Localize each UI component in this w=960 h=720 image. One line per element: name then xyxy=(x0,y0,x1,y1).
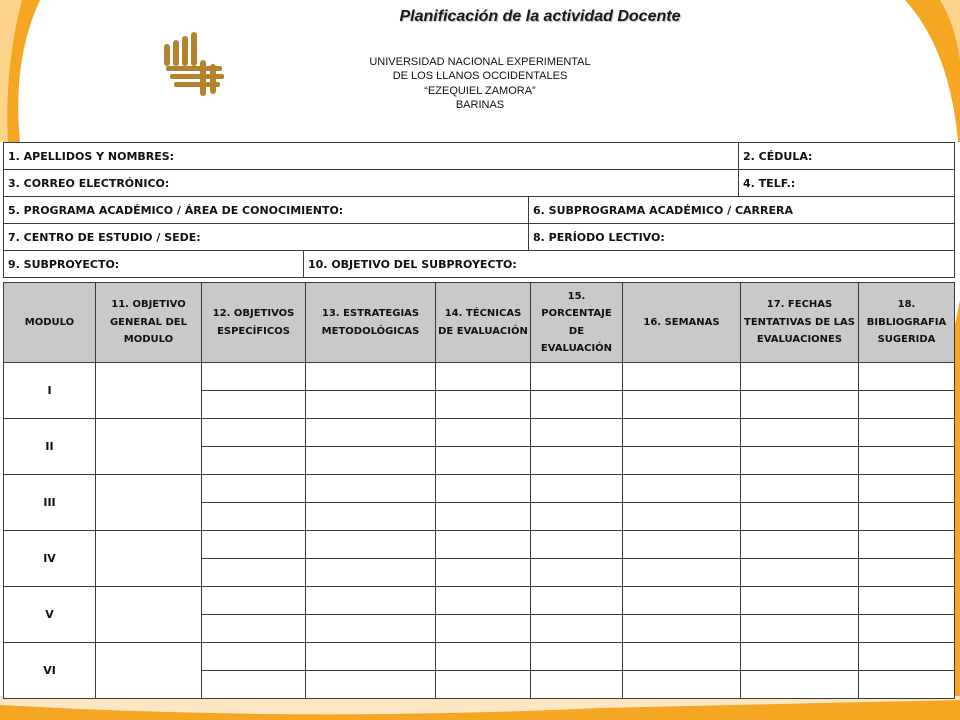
table-cell[interactable] xyxy=(436,671,531,699)
table-cell[interactable] xyxy=(202,503,306,531)
table-cell[interactable] xyxy=(436,475,531,503)
table-cell[interactable] xyxy=(859,363,955,391)
table-header-row xyxy=(4,283,955,363)
field-programa[interactable]: 5. PROGRAMA ACADÉMICO / ÁREA DE CONOCIMIENTO: xyxy=(4,197,529,224)
column-header: 15. PORCENTAJE DE EVALUACIÓN xyxy=(531,283,623,363)
table-cell[interactable] xyxy=(202,615,306,643)
table-cell[interactable] xyxy=(741,559,859,587)
table-cell[interactable] xyxy=(202,391,306,419)
table-cell[interactable] xyxy=(436,447,531,475)
table-cell[interactable] xyxy=(306,391,436,419)
field-correo[interactable]: 3. CORREO ELECTRÓNICO: xyxy=(4,170,739,197)
table-cell[interactable] xyxy=(202,671,306,699)
table-cell[interactable] xyxy=(623,615,741,643)
column-header: MODULO xyxy=(4,283,96,363)
table-cell[interactable] xyxy=(436,503,531,531)
table-cell[interactable] xyxy=(306,447,436,475)
table-cell[interactable] xyxy=(859,643,955,671)
table-cell[interactable] xyxy=(623,503,741,531)
table-cell[interactable] xyxy=(859,587,955,615)
module-label: IV xyxy=(4,531,96,587)
table-cell[interactable] xyxy=(202,531,306,559)
table-row xyxy=(4,475,955,503)
table-row xyxy=(4,531,955,559)
column-header: 16. SEMANAS xyxy=(623,283,741,363)
table-cell[interactable] xyxy=(531,503,623,531)
table-cell[interactable] xyxy=(859,503,955,531)
table-cell[interactable] xyxy=(306,419,436,447)
table-cell[interactable] xyxy=(741,503,859,531)
field-objetivo-subproyecto[interactable]: 10. OBJETIVO DEL SUBPROYECTO: xyxy=(304,251,955,278)
table-cell[interactable] xyxy=(436,643,531,671)
table-cell[interactable] xyxy=(436,363,531,391)
table-cell[interactable] xyxy=(741,531,859,559)
table-cell[interactable] xyxy=(741,615,859,643)
table-cell[interactable] xyxy=(531,615,623,643)
table-cell[interactable] xyxy=(531,643,623,671)
table-cell[interactable] xyxy=(436,419,531,447)
table-cell[interactable] xyxy=(531,419,623,447)
table-cell[interactable] xyxy=(306,363,436,391)
table-cell[interactable] xyxy=(306,671,436,699)
table-cell[interactable] xyxy=(202,475,306,503)
field-periodo[interactable]: 8. PERÍODO LECTIVO: xyxy=(529,224,955,251)
column-header: 12. OBJETIVOS ESPECÍFICOS xyxy=(202,283,306,363)
table-cell[interactable] xyxy=(623,587,741,615)
table-cell[interactable] xyxy=(859,671,955,699)
table-cell[interactable] xyxy=(623,475,741,503)
table-cell[interactable] xyxy=(531,531,623,559)
table-cell[interactable] xyxy=(96,419,202,475)
table-cell[interactable] xyxy=(741,643,859,671)
field-apellidos[interactable]: 1. APELLIDOS Y NOMBRES: xyxy=(4,143,739,170)
module-label: I xyxy=(4,363,96,419)
table-cell[interactable] xyxy=(436,587,531,615)
table-cell[interactable] xyxy=(202,643,306,671)
table-cell[interactable] xyxy=(306,643,436,671)
table-row xyxy=(4,587,955,615)
table-cell[interactable] xyxy=(741,475,859,503)
table-cell[interactable] xyxy=(741,363,859,391)
field-telf[interactable]: 4. TELF.: xyxy=(739,170,955,197)
table-cell[interactable] xyxy=(531,391,623,419)
table-cell[interactable] xyxy=(96,531,202,587)
table-cell[interactable] xyxy=(436,615,531,643)
table-cell[interactable] xyxy=(306,559,436,587)
module-label: VI xyxy=(4,643,96,699)
table-cell[interactable] xyxy=(306,615,436,643)
table-cell[interactable] xyxy=(859,419,955,447)
table-cell[interactable] xyxy=(436,391,531,419)
field-subproyecto[interactable]: 9. SUBPROYECTO: xyxy=(4,251,304,278)
table-cell[interactable] xyxy=(859,531,955,559)
document-title: Planificación de la actividad Docente xyxy=(399,8,681,25)
table-cell[interactable] xyxy=(202,363,306,391)
table-cell[interactable] xyxy=(623,531,741,559)
institution-line: UNIVERSIDAD NACIONAL EXPERIMENTAL xyxy=(369,56,591,68)
table-cell[interactable] xyxy=(623,363,741,391)
table-cell[interactable] xyxy=(531,447,623,475)
table-cell[interactable] xyxy=(306,503,436,531)
table-cell[interactable] xyxy=(623,419,741,447)
planning-table xyxy=(3,282,955,699)
table-cell[interactable] xyxy=(741,419,859,447)
table-cell[interactable] xyxy=(859,475,955,503)
teacher-info-form xyxy=(3,142,955,278)
table-cell[interactable] xyxy=(306,531,436,559)
table-cell[interactable] xyxy=(96,587,202,643)
table-cell[interactable] xyxy=(531,475,623,503)
institution-name xyxy=(330,55,630,112)
column-header: 11. OBJETIVO GENERAL DEL MODULO xyxy=(96,283,202,363)
table-cell[interactable] xyxy=(623,447,741,475)
column-header: 13. ESTRATEGIAS METODOLÓGICAS xyxy=(306,283,436,363)
table-cell[interactable] xyxy=(96,643,202,699)
university-logo-icon xyxy=(160,30,232,98)
institution-line: “EZEQUIEL ZAMORA” xyxy=(424,84,536,97)
module-label: II xyxy=(4,419,96,475)
table-cell[interactable] xyxy=(741,447,859,475)
column-header: 17. FECHAS TENTATIVAS DE LAS EVALUACIONES xyxy=(741,283,859,363)
table-cell[interactable] xyxy=(859,447,955,475)
table-cell[interactable] xyxy=(859,615,955,643)
module-label: V xyxy=(4,587,96,643)
table-cell[interactable] xyxy=(531,671,623,699)
field-subprograma[interactable]: 6. SUBPROGRAMA ACADÉMICO / CARRERA xyxy=(529,197,955,224)
table-cell[interactable] xyxy=(96,475,202,531)
institution-line: DE LOS LLANOS OCCIDENTALES xyxy=(392,70,568,83)
table-cell[interactable] xyxy=(531,559,623,587)
column-header: 18. BIBLIOGRAFIA SUGERIDA xyxy=(859,283,955,363)
table-row xyxy=(4,643,955,671)
institution-line: BARINAS xyxy=(455,98,505,111)
table-cell[interactable] xyxy=(436,559,531,587)
table-cell[interactable] xyxy=(623,391,741,419)
table-row xyxy=(4,363,955,391)
field-centro[interactable]: 7. CENTRO DE ESTUDIO / SEDE: xyxy=(4,224,529,251)
table-cell[interactable] xyxy=(306,587,436,615)
table-cell[interactable] xyxy=(96,363,202,419)
table-row xyxy=(4,419,955,447)
table-cell[interactable] xyxy=(202,419,306,447)
table-cell[interactable] xyxy=(202,587,306,615)
column-header: 14. TÉCNICAS DE EVALUACIÓN xyxy=(436,283,531,363)
table-cell[interactable] xyxy=(202,447,306,475)
table-cell[interactable] xyxy=(306,475,436,503)
table-cell[interactable] xyxy=(741,587,859,615)
table-cell[interactable] xyxy=(741,391,859,419)
table-cell[interactable] xyxy=(436,531,531,559)
table-cell[interactable] xyxy=(623,643,741,671)
table-cell[interactable] xyxy=(859,559,955,587)
table-cell[interactable] xyxy=(859,391,955,419)
field-cedula[interactable]: 2. CÉDULA: xyxy=(739,143,955,170)
table-cell[interactable] xyxy=(741,671,859,699)
table-cell[interactable] xyxy=(623,671,741,699)
table-cell[interactable] xyxy=(531,587,623,615)
module-label: III xyxy=(4,475,96,531)
table-cell[interactable] xyxy=(531,363,623,391)
table-cell[interactable] xyxy=(202,559,306,587)
table-cell[interactable] xyxy=(623,559,741,587)
